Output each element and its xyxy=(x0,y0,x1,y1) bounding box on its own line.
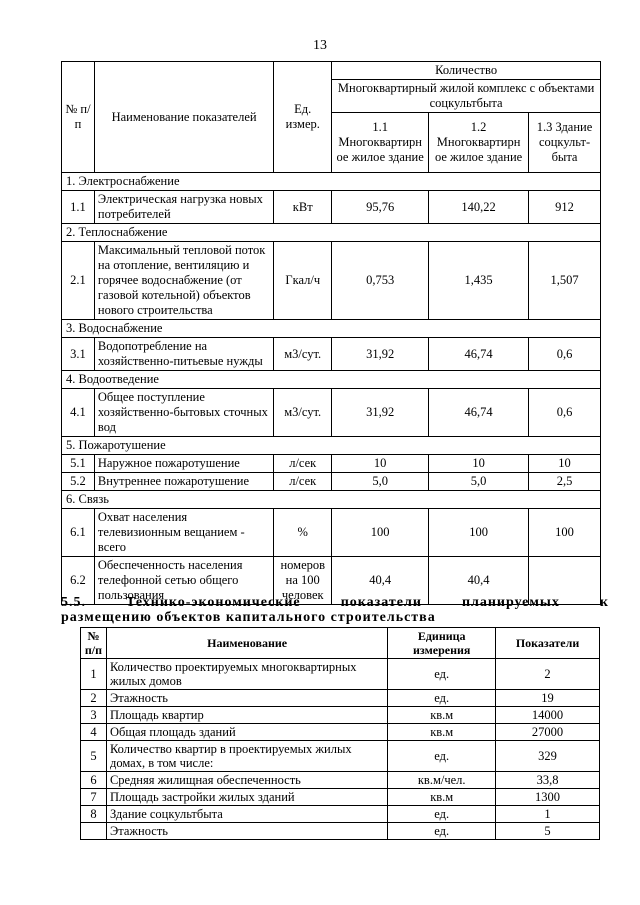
row-unit: кв.м xyxy=(388,707,496,724)
section-title: 2. Теплоснабжение xyxy=(62,224,601,242)
row-v1: 5,0 xyxy=(332,473,429,491)
table-row xyxy=(62,242,601,320)
section-heading-word: показатели xyxy=(340,595,422,610)
row-name: Внутреннее пожаротушение xyxy=(94,473,273,491)
row-name: Охват населения телевизионным вещанием - всего xyxy=(94,509,273,557)
section-heading-word: Технико-экономические xyxy=(126,595,301,610)
row-num: 5 xyxy=(81,741,107,772)
row-num xyxy=(81,823,107,840)
header-name: Наименование показателей xyxy=(94,62,273,173)
row-value: 14000 xyxy=(496,707,600,724)
table-row xyxy=(62,455,601,473)
row-unit: м3/сут. xyxy=(274,389,332,437)
row-v2: 100 xyxy=(429,509,529,557)
table-row xyxy=(81,707,600,724)
table-row xyxy=(81,823,600,840)
row-num: 6 xyxy=(81,772,107,789)
row-unit: кВт xyxy=(274,191,332,224)
row-name: Количество проектируемых многоквартирных жилых домов xyxy=(106,659,387,690)
section-title: 3. Водоснабжение xyxy=(62,320,601,338)
table-row xyxy=(81,789,600,806)
row-unit: л/сек xyxy=(274,473,332,491)
row-value: 1300 xyxy=(496,789,600,806)
row-unit: кв.м xyxy=(388,724,496,741)
row-unit: Гкал/ч xyxy=(274,242,332,320)
row-num: 2.1 xyxy=(62,242,95,320)
row-name: Обеспеченность населения телефонной сетью общего пользования xyxy=(94,557,273,605)
row-v2: 46,74 xyxy=(429,338,529,371)
row-value: 329 xyxy=(496,741,600,772)
section-title: 1. Электроснабжение xyxy=(62,173,601,191)
table-row xyxy=(62,473,601,491)
row-v2: 1,435 xyxy=(429,242,529,320)
header-name: Наименование xyxy=(106,628,387,659)
row-unit: ед. xyxy=(388,659,496,690)
row-name: Водопотребление на хозяйственно-питьевые нужды xyxy=(94,338,273,371)
row-value: 33,8 xyxy=(496,772,600,789)
header-col1: 1.1 Многоквартирн ое жилое здание xyxy=(332,113,429,173)
row-num: 4.1 xyxy=(62,389,95,437)
row-unit: л/сек xyxy=(274,455,332,473)
row-value: 19 xyxy=(496,690,600,707)
table-row xyxy=(62,509,601,557)
row-unit: ед. xyxy=(388,823,496,840)
table-row xyxy=(81,772,600,789)
row-unit: ед. xyxy=(388,806,496,823)
header-col3: 1.3 Здание соцкульт-быта xyxy=(529,113,601,173)
row-unit: % xyxy=(274,509,332,557)
row-unit: кв.м/чел. xyxy=(388,772,496,789)
row-v3: 912 xyxy=(529,191,601,224)
header-num: № п/п xyxy=(81,628,107,659)
row-v3: 10 xyxy=(529,455,601,473)
row-name: Наружное пожаротушение xyxy=(94,455,273,473)
row-name: Здание соцкультбыта xyxy=(106,806,387,823)
table-row xyxy=(62,191,601,224)
utility-loads-table xyxy=(61,61,601,605)
row-num: 1 xyxy=(81,659,107,690)
row-num: 5.2 xyxy=(62,473,95,491)
row-v1: 100 xyxy=(332,509,429,557)
row-num: 2 xyxy=(81,690,107,707)
section-heading-line2: размещению объектов капитального строительства xyxy=(61,610,436,625)
row-value: 2 xyxy=(496,659,600,690)
header-unit: Ед. измер. xyxy=(274,62,332,173)
table-row xyxy=(81,690,600,707)
row-v2: 10 xyxy=(429,455,529,473)
row-unit: ед. xyxy=(388,690,496,707)
row-unit: номеров на 100 человек xyxy=(274,557,332,605)
row-v2: 5,0 xyxy=(429,473,529,491)
row-unit: м3/сут. xyxy=(274,338,332,371)
row-v1: 95,76 xyxy=(332,191,429,224)
table-row xyxy=(62,389,601,437)
row-value: 27000 xyxy=(496,724,600,741)
section-title: 4. Водоотведение xyxy=(62,371,601,389)
header-col2: 1.2 Многоквартирн ое жилое здание xyxy=(429,113,529,173)
section-title: 5. Пожаротушение xyxy=(62,437,601,455)
row-num: 7 xyxy=(81,789,107,806)
table-row xyxy=(62,338,601,371)
row-num: 3 xyxy=(81,707,107,724)
row-v1: 10 xyxy=(332,455,429,473)
row-name: Общая площадь зданий xyxy=(106,724,387,741)
row-num: 3.1 xyxy=(62,338,95,371)
row-v3: 0,6 xyxy=(529,389,601,437)
section-heading-word: планируемых xyxy=(461,595,560,610)
row-name: Площадь застройки жилых зданий xyxy=(106,789,387,806)
page-number: 13 xyxy=(313,38,327,53)
header-unit: Единица измерения xyxy=(388,628,496,659)
row-v3: 1,507 xyxy=(529,242,601,320)
row-name: Площадь квартир xyxy=(106,707,387,724)
row-name: Электрическая нагрузка новых потребителей xyxy=(94,191,273,224)
row-unit: кв.м xyxy=(388,789,496,806)
header-value: Показатели xyxy=(496,628,600,659)
row-v1: 31,92 xyxy=(332,389,429,437)
row-num: 8 xyxy=(81,806,107,823)
row-v1: 0,753 xyxy=(332,242,429,320)
row-v3: 0,6 xyxy=(529,338,601,371)
row-num: 6.1 xyxy=(62,509,95,557)
header-complex: Многоквартирный жилой комплекс с объектами соцкультбыта xyxy=(332,80,601,113)
row-v1: 40,4 xyxy=(332,557,429,605)
section-title: 6. Связь xyxy=(62,491,601,509)
row-v2: 46,74 xyxy=(429,389,529,437)
row-value: 5 xyxy=(496,823,600,840)
table-row xyxy=(81,659,600,690)
row-name: Этажность xyxy=(106,690,387,707)
row-name: Количество квартир в проектируемых жилых домах, в том числе: xyxy=(106,741,387,772)
row-value: 1 xyxy=(496,806,600,823)
row-num: 1.1 xyxy=(62,191,95,224)
header-num: № п/п xyxy=(62,62,95,173)
row-name: Максимальный тепловой поток на отопление, вентиляцию и горячее водоснабжение (от газовой котельной) объектов нового строительства xyxy=(94,242,273,320)
header-quantity: Количество xyxy=(332,62,601,80)
row-v2: 140,22 xyxy=(429,191,529,224)
section-heading xyxy=(61,595,609,611)
row-v1: 31,92 xyxy=(332,338,429,371)
row-name: Этажность xyxy=(106,823,387,840)
row-v3: 2,5 xyxy=(529,473,601,491)
table-row xyxy=(81,741,600,772)
row-name: Общее поступление хозяйственно-бытовых сточных вод xyxy=(94,389,273,437)
row-name: Средняя жилищная обеспеченность xyxy=(106,772,387,789)
row-unit: ед. xyxy=(388,741,496,772)
table-row xyxy=(81,724,600,741)
row-v2: 40,4 xyxy=(429,557,529,605)
row-num: 6.2 xyxy=(62,557,95,605)
section-heading-number: 5.5. xyxy=(61,595,86,610)
tech-econ-table xyxy=(80,627,600,840)
section-heading-word: к xyxy=(599,595,609,610)
row-v3: 100 xyxy=(529,509,601,557)
row-num: 5.1 xyxy=(62,455,95,473)
table-row xyxy=(81,806,600,823)
row-num: 4 xyxy=(81,724,107,741)
